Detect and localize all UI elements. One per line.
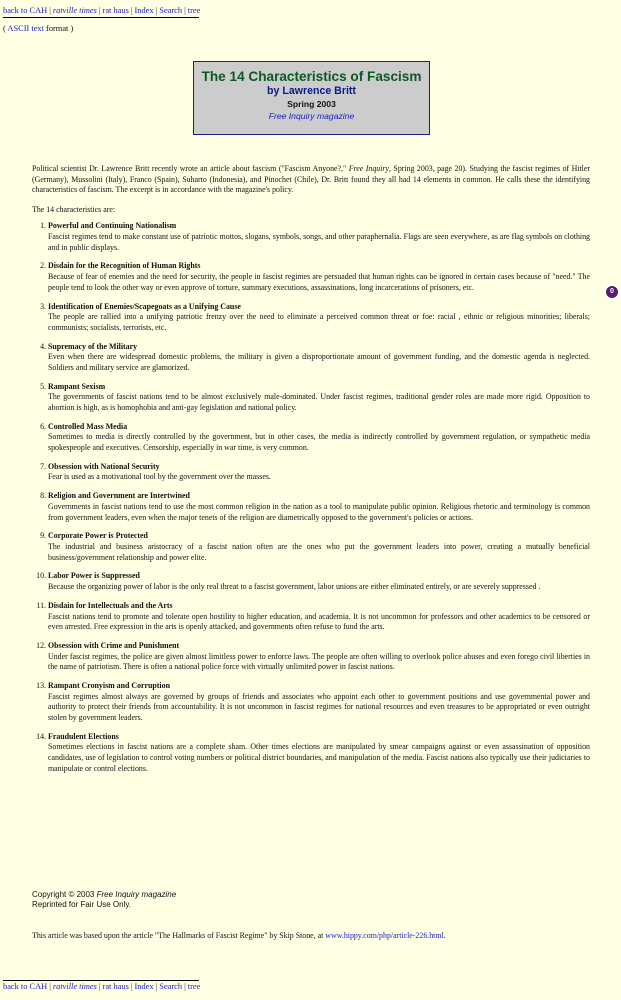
copyright-prefix: Copyright © 2003 bbox=[32, 890, 97, 899]
nav-tree-link[interactable]: tree bbox=[187, 6, 201, 15]
nav-search-link[interactable]: Search bbox=[159, 982, 183, 991]
nav-separator: | bbox=[98, 982, 101, 991]
copyright-block bbox=[32, 890, 176, 910]
top-nav bbox=[3, 6, 200, 16]
characteristic-title: 12. Obsession with Crime and Punishment bbox=[48, 641, 180, 651]
nav-ratville-times-link[interactable] bbox=[53, 982, 97, 991]
characteristic-description: Fascist nations tend to promote and tolerate open hostility to higher education, and academia. It is not uncommon for professors and other academics to be censored or even arrested. Free expression in the arts is openly attacked, and governments often refuse to fund the arts. bbox=[48, 611, 590, 632]
nav-separator: | bbox=[130, 6, 133, 15]
characteristic-description: Fascist regimes almost always are governed by groups of friends and associates who appoint each other to government positions and use governmental power and authority to protect their friends from accountability. It is not uncommon in fascist regimes for national resources and even treasures to be appropriated or even outright stolen by government leaders. bbox=[48, 691, 590, 722]
nav-separator: | bbox=[49, 982, 51, 991]
characteristic-title: 8. Religion and Government are Intertwined bbox=[48, 491, 190, 501]
source-article-link[interactable]: www.hippy.com/php/article-226.html bbox=[325, 931, 444, 940]
characteristic-title: 9. Corporate Power is Protected bbox=[48, 531, 148, 541]
characteristic-item bbox=[48, 531, 590, 563]
characteristic-description: Because the organizing power of labor is the only real threat to a fascist government, labor unions are either eliminated entirely, or are severely suppressed . bbox=[48, 582, 541, 592]
characteristic-description: The industrial and business aristocracy of a fascist nation often are the ones who put the government leaders into power, creating a mutually beneficial business/government relationship and power elite. bbox=[48, 542, 590, 562]
characteristic-item bbox=[48, 302, 590, 334]
characteristic-title: 3. Identification of Enemies/Scapegoats as a Unifying Cause bbox=[48, 301, 241, 311]
characteristic-description: Sometimes to media is directly controlled by the government, but in other cases, the media is indirectly controlled by government regulation, or sympathetic media spokespeople and executives. Censorship, especially in war time, is very common. bbox=[48, 432, 590, 452]
copyright-line bbox=[32, 890, 176, 900]
article-byline: by Lawrence Britt bbox=[267, 85, 356, 97]
characteristic-item bbox=[48, 422, 590, 454]
source-note bbox=[32, 931, 446, 940]
characteristic-item bbox=[48, 382, 590, 414]
characteristic-title: 5. Rampant Sexism bbox=[48, 381, 106, 391]
nav-ratville-times-link[interactable] bbox=[53, 6, 97, 15]
intro-part1: Political scientist Dr. Lawrence Britt recently wrote an article about fascism ("Fascism Anyone?," bbox=[32, 164, 349, 173]
characteristic-item bbox=[48, 261, 590, 293]
nav-ratville-times-label: ratville times bbox=[52, 982, 97, 991]
ascii-text-link[interactable]: ASCII text bbox=[7, 24, 44, 33]
nav-index-link[interactable]: Index bbox=[134, 6, 154, 15]
characteristic-title: 10. Labor Power is Suppressed bbox=[48, 571, 140, 581]
source-note-text: This article was based upon the article "The Hallmarks of Fascist Regime" by Skip Stone, at bbox=[32, 931, 326, 940]
article-body bbox=[32, 164, 590, 782]
fair-use-line: Reprinted for Fair Use Only. bbox=[32, 900, 131, 909]
characteristic-title: 4. Supremacy of the Military bbox=[48, 341, 138, 351]
characteristic-title: 14. Fraudulent Elections bbox=[48, 731, 119, 741]
nav-tree-link[interactable]: tree bbox=[187, 982, 201, 991]
characteristic-item bbox=[48, 641, 590, 673]
nav-ratville-times-label: ratville times bbox=[52, 6, 97, 15]
characteristic-description: The governments of fascist nations tend to be almost exclusively male-dominated. Under fascist regimes, traditional gender roles are made more rigid. Opposition to abortion is high, as is homophobia and anti-gay legislation and national policy. bbox=[48, 392, 590, 412]
title-box bbox=[193, 61, 430, 135]
characteristic-item bbox=[48, 571, 590, 592]
nav-separator: | bbox=[98, 6, 101, 15]
characteristic-item bbox=[48, 342, 590, 374]
characteristic-description: Sometimes elections in fascist nations are a complete sham. Other times elections are manipulated by smear campaigns against or even assassination of opposition candidates, use of legislation to control voting numbers or political district boundaries, and manipulation of the media. Fascist nations also typically use their judiciaries to manipulate or control elections. bbox=[48, 742, 590, 773]
characteristic-description: Fear is used as a motivational tool by the government over the masses. bbox=[48, 472, 271, 482]
characteristic-description: Because of fear of enemies and the need for security, the people in fascist regimes are persuaded that human rights can be ignored in certain cases because of "need." The people tend to look the other way or even approve of torture, summary executions, assassinations, long incarcerations of prisoners, etc. bbox=[48, 272, 590, 292]
characteristic-description: Governments in fascist nations tend to use the most common religion in the nation as a tool to manipulate public opinion. Religious rhetoric and terminology is common from government leaders, even when the major tenets of the religion are diametrically opposed to the government's policies or actions. bbox=[48, 501, 590, 522]
source-note-end: . bbox=[443, 931, 446, 940]
characteristic-title: 13. Rampant Cronyism and Corruption bbox=[48, 681, 170, 691]
nav-rat-haus-link[interactable]: rat haus bbox=[102, 982, 129, 991]
characteristic-title: 1. Powerful and Continuing Nationalism bbox=[48, 221, 177, 231]
nav-separator: | bbox=[184, 982, 186, 991]
characteristic-item bbox=[48, 491, 590, 523]
extension-badge[interactable]: 0 bbox=[606, 286, 618, 298]
ascii-open: ( bbox=[3, 24, 8, 33]
characteristic-title: 7. Obsession with National Security bbox=[48, 461, 160, 471]
characteristic-title: 11. Disdain for Intellectuals and the Arts bbox=[48, 600, 173, 610]
characteristic-description: Even when there are widespread domestic problems, the military is given a disproportionate amount of government funding, and the domestic agenda is neglected. Soldiers and military service are glamorized. bbox=[48, 352, 590, 372]
characteristic-title: 2. Disdain for the Recognition of Human Rights bbox=[48, 261, 201, 271]
nav-index-link[interactable]: Index bbox=[134, 982, 154, 991]
magazine-link[interactable]: Free Inquiry magazine bbox=[268, 111, 355, 121]
nav-separator: | bbox=[184, 6, 186, 15]
article-title: The 14 Characteristics of Fascism bbox=[201, 69, 422, 84]
characteristic-title: 6. Controlled Mass Media bbox=[48, 421, 128, 431]
nav-back-to-cah-link[interactable]: back to CAH bbox=[3, 6, 48, 15]
list-intro: The 14 characteristics are: bbox=[32, 204, 116, 214]
ascii-rest: format ) bbox=[43, 24, 74, 33]
characteristic-item bbox=[48, 221, 590, 253]
characteristic-item bbox=[48, 732, 590, 774]
nav-search-link[interactable]: Search bbox=[159, 6, 183, 15]
characteristics-list bbox=[32, 221, 590, 774]
intro-paragraph bbox=[32, 164, 590, 196]
characteristic-item bbox=[48, 601, 590, 633]
characteristic-item bbox=[48, 681, 590, 723]
article-date: Spring 2003 bbox=[287, 99, 336, 109]
nav-separator: | bbox=[49, 6, 51, 15]
nav-back-to-cah-link[interactable]: back to CAH bbox=[3, 982, 48, 991]
nav-separator: | bbox=[155, 6, 158, 15]
characteristic-description: Under fascist regimes, the police are given almost limitless power to enforce laws. The people are often willing to overlook police abuses and even forego civil liberties in the name of patriotism. There is often a national police force with virtually unlimited power in fascist nations. bbox=[48, 651, 590, 672]
intro-magazine: Free Inquiry bbox=[348, 164, 389, 173]
ascii-format-line bbox=[3, 24, 73, 33]
characteristic-description: The people are rallied into a unifying patriotic frenzy over the need to eliminate a perceived common threat or foe: racial , ethnic or religious minorities; liberals; communists; socialists, terrorists, etc. bbox=[48, 312, 590, 332]
bottom-nav bbox=[3, 982, 200, 992]
nav-rat-haus-link[interactable]: rat haus bbox=[102, 6, 129, 15]
nav-separator: | bbox=[155, 982, 158, 991]
intro-part2: , Spring 2003, page 20). Studying the fascist regimes of Hitler (Germany), Mussolini (Italy), Franco (Spain), Suharto (Indonesia), and Pinochet (Chile), Dr. Britt found they all had 14 elements in common. He calls these the identifying characteristics of fascism. The excerpt is in accordance with the magazine's policy. bbox=[32, 164, 591, 195]
top-nav-rule bbox=[3, 17, 199, 18]
nav-separator: | bbox=[130, 982, 133, 991]
copyright-magazine: Free Inquiry magazine bbox=[96, 890, 177, 899]
characteristic-item bbox=[48, 462, 590, 483]
bottom-nav-rule bbox=[3, 980, 199, 981]
characteristic-description: Fascist regimes tend to make constant use of patriotic mottos, slogans, symbols, songs, and other paraphernalia. Flags are seen everywhere, as are flag symbols on clothing and in public displays. bbox=[48, 231, 590, 252]
